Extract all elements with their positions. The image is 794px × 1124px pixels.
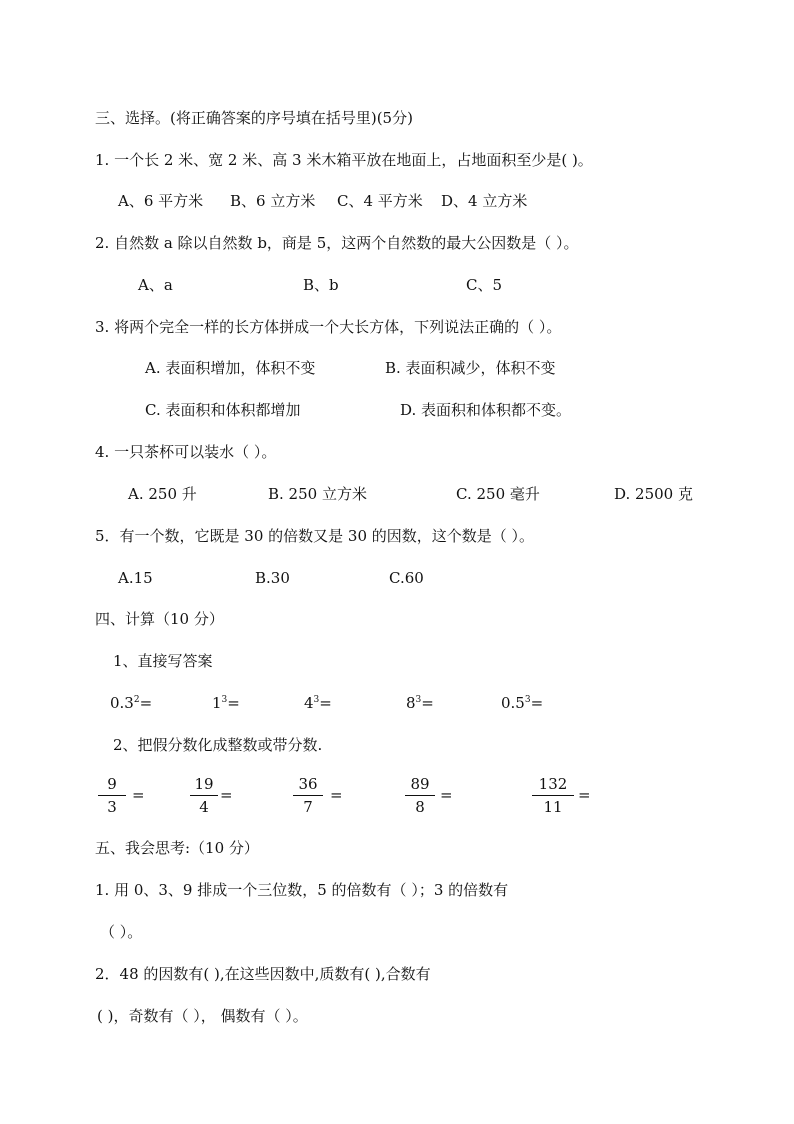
section-3-title: 三、选择。(将正确答案的序号填在括号里)(5分) xyxy=(95,109,413,127)
q5-option-a: A.15 xyxy=(118,569,153,587)
equals-sign: = xyxy=(132,786,145,804)
question-4: 4. 一只茶杯可以装水（ ）。 xyxy=(95,443,277,461)
subsection-improper-fractions: 2、把假分数化成整数或带分数. xyxy=(113,736,323,754)
section-5-question-1-line-1: 1. 用 0、3、9 排成一个三位数，5 的倍数有（ ）；3 的倍数有 xyxy=(95,881,509,899)
fraction-numerator: 19 xyxy=(190,775,218,796)
power-base: 4 xyxy=(304,694,314,712)
fraction-denominator: 11 xyxy=(543,798,563,816)
power-expression xyxy=(501,693,543,713)
question-3: 3. 将两个完全一样的长方体拼成一个大长方体，下列说法正确的（ ）。 xyxy=(95,318,562,336)
equals-sign: = xyxy=(319,694,332,712)
q3-option-b: B. 表面积减少，体积不变 xyxy=(385,359,556,377)
question-1: 1. 一个长 2 米、宽 2 米、高 3 米木箱平放在地面上，占地面积至少是( )。 xyxy=(95,151,593,169)
power-exponent: 3 xyxy=(524,695,531,705)
q1-option-c: C、4 平方米 xyxy=(337,192,423,210)
power-exponent: 3 xyxy=(415,695,422,705)
power-exponent: 3 xyxy=(221,695,228,705)
fraction-numerator: 132 xyxy=(532,775,574,796)
question-5: 5．有一个数，它既是 30 的倍数又是 30 的因数，这个数是（ ）。 xyxy=(95,527,535,545)
fraction-numerator: 36 xyxy=(293,775,323,796)
section-5-question-1-line-2: （ ）。 xyxy=(100,923,143,941)
fraction xyxy=(532,775,574,816)
power-expression xyxy=(212,693,240,713)
q3-option-c: C. 表面积和体积都增加 xyxy=(145,401,301,419)
power-base: 8 xyxy=(406,694,416,712)
q3-option-d: D. 表面积和体积都不变。 xyxy=(400,401,572,419)
subsection-direct-answer: 1、直接写答案 xyxy=(113,652,213,670)
section-5-title: 五、我会思考:（10 分） xyxy=(95,839,259,857)
power-base: 1 xyxy=(212,694,222,712)
equals-sign: = xyxy=(330,786,343,804)
q2-option-c: C、5 xyxy=(466,276,503,294)
section-5-question-2-line-1: 2．48 的因数有( ),在这些因数中,质数有( ),合数有 xyxy=(95,965,431,983)
fraction xyxy=(405,775,435,816)
fraction-numerator: 9 xyxy=(98,775,126,796)
fraction xyxy=(190,775,218,816)
fraction-denominator: 3 xyxy=(107,798,117,816)
fraction-numerator: 89 xyxy=(405,775,435,796)
power-base: 0.3 xyxy=(110,694,134,712)
q2-option-a: A、a xyxy=(138,276,173,294)
q4-option-c: C. 250 毫升 xyxy=(456,485,540,503)
power-exponent: 2 xyxy=(133,695,140,705)
equals-sign: = xyxy=(220,786,233,804)
equals-sign: = xyxy=(421,694,434,712)
power-expression xyxy=(406,693,434,713)
fraction-denominator: 7 xyxy=(303,798,313,816)
section-4-title: 四、计算（10 分） xyxy=(95,610,224,628)
fraction-denominator: 4 xyxy=(199,798,209,816)
fraction xyxy=(98,775,126,816)
power-exponent: 3 xyxy=(313,695,320,705)
q3-option-a: A. 表面积增加，体积不变 xyxy=(145,359,316,377)
fraction-denominator: 8 xyxy=(415,798,425,816)
equals-sign: = xyxy=(227,694,240,712)
q5-option-b: B.30 xyxy=(255,569,290,587)
power-base: 0.5 xyxy=(501,694,525,712)
equals-sign: = xyxy=(578,786,591,804)
q4-option-a: A. 250 升 xyxy=(128,485,197,503)
q1-option-b: B、6 立方米 xyxy=(230,192,316,210)
q5-option-c: C.60 xyxy=(389,569,424,587)
power-expression xyxy=(304,693,332,713)
q2-option-b: B、b xyxy=(303,276,339,294)
fraction xyxy=(293,775,323,816)
q1-option-a: A、6 平方米 xyxy=(118,192,204,210)
power-expression xyxy=(110,693,152,713)
equals-sign: = xyxy=(139,694,153,712)
q4-option-b: B. 250 立方米 xyxy=(268,485,367,503)
section-5-question-2-line-2: ( )，奇数有（ ）， 偶数有（ ）。 xyxy=(97,1007,308,1025)
q4-option-d: D. 2500 克 xyxy=(614,485,693,503)
equals-sign: = xyxy=(440,786,453,804)
equals-sign: = xyxy=(530,694,544,712)
q1-option-d: D、4 立方米 xyxy=(441,192,528,210)
question-2: 2. 自然数 a 除以自然数 b，商是 5，这两个自然数的最大公因数是（ ）。 xyxy=(95,234,579,252)
